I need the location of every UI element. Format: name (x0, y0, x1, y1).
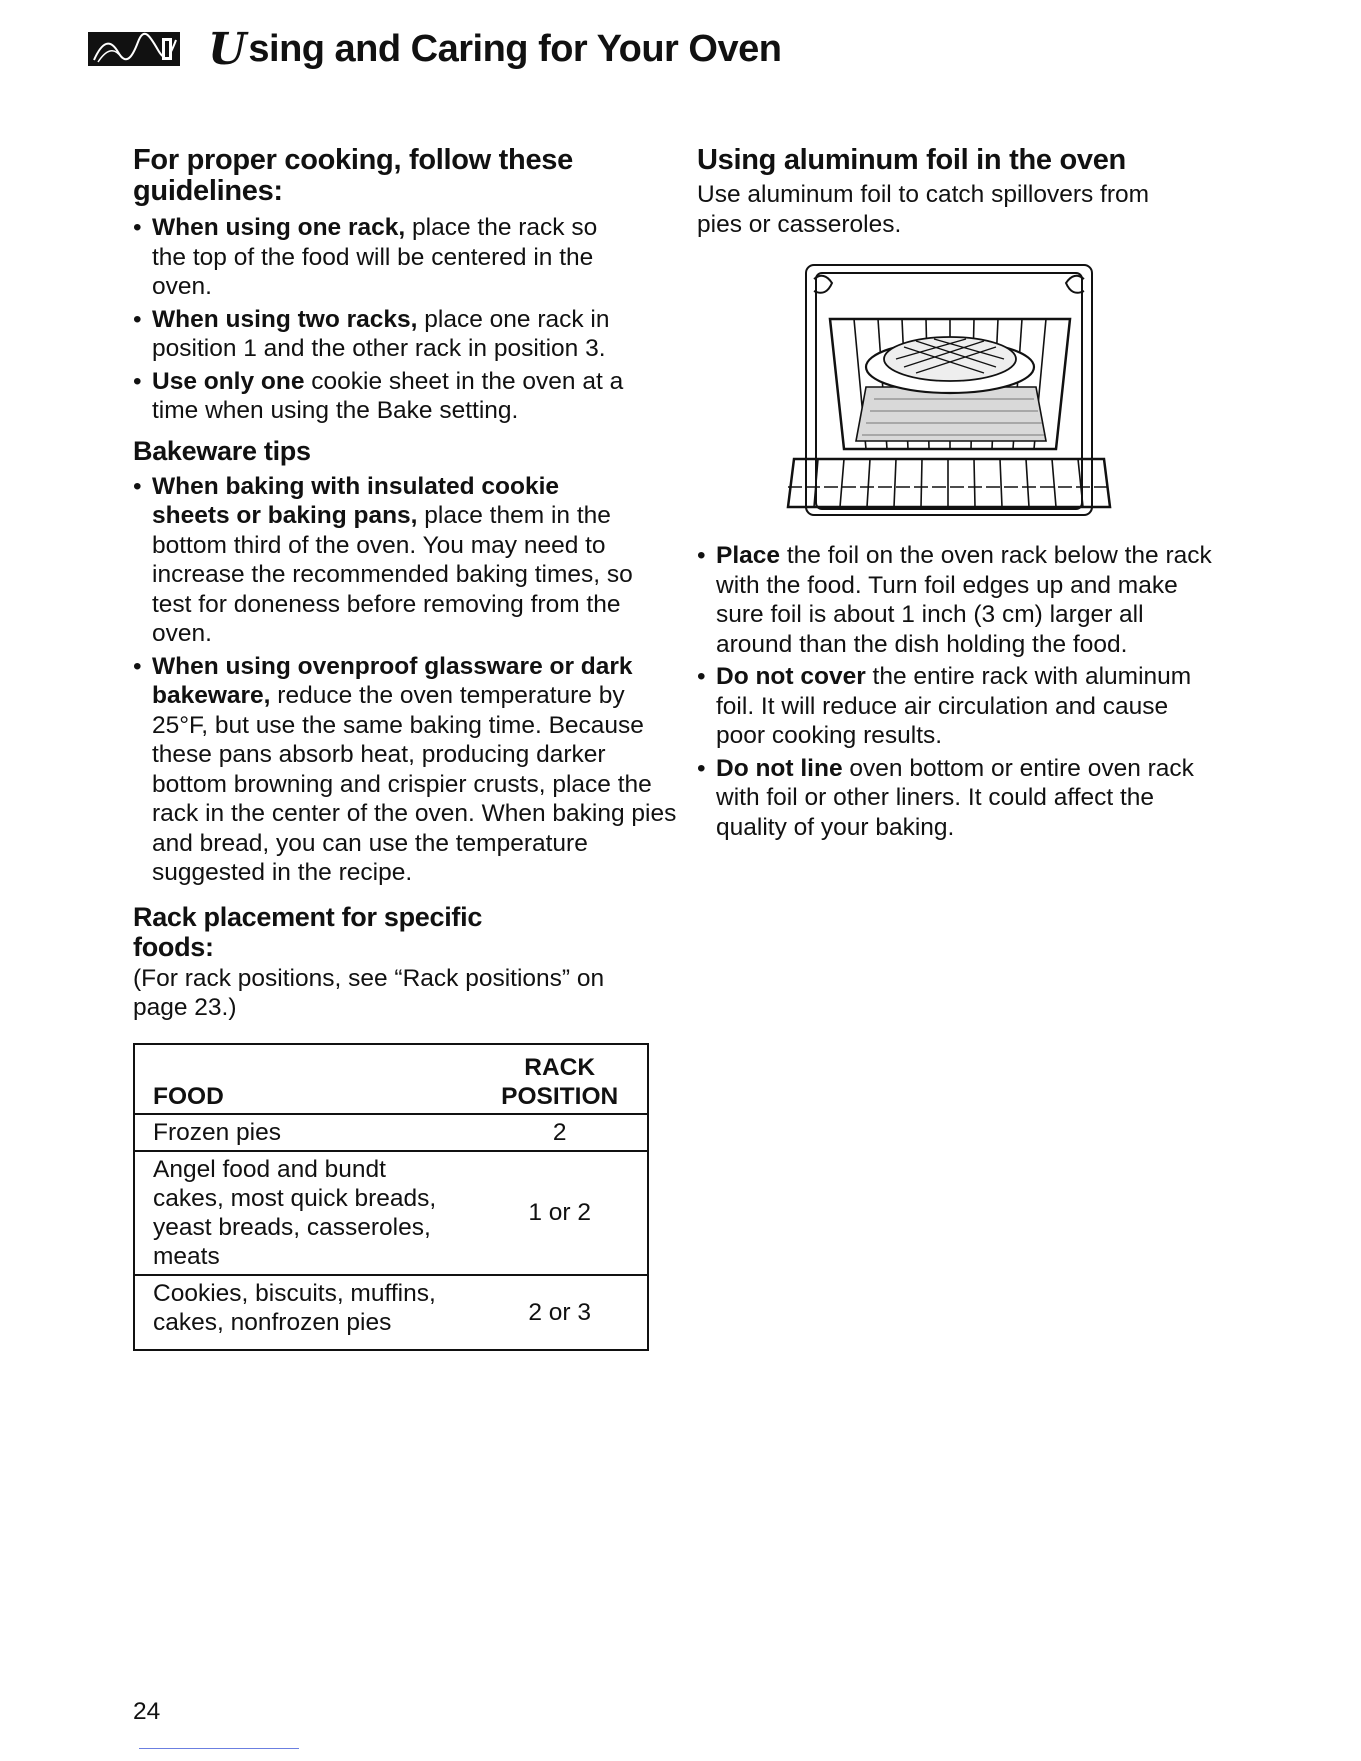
foil-intro: Use aluminum foil to catch spillovers from pies or casseroles. (697, 181, 1150, 238)
foil-item (697, 754, 1206, 843)
guideline-item (133, 367, 642, 426)
guideline-item-lead: When using one rack, (152, 214, 406, 241)
footer-divider (139, 1748, 299, 1749)
page-title: sing and Caring for Your Oven (248, 27, 782, 70)
guideline-item-text: place the rack so the top of the food will be centered in the oven. (152, 214, 598, 300)
foil-list (697, 541, 1237, 842)
foil-heading: Using aluminum foil in the oven (697, 144, 1126, 176)
table-row (134, 1114, 648, 1151)
guideline-item-text: place one rack in position 1 and the other rack in position 3. (152, 305, 610, 362)
rack-placement-note: (For rack positions, see “Rack positions” on page 23.) (133, 964, 605, 1021)
bakeware-heading: Bakeware tips (133, 435, 311, 466)
column-header-rack-line1: RACK (524, 1053, 596, 1081)
column-header-food: FOOD (153, 1082, 224, 1110)
foil-item-text: the entire rack with aluminum foil. It will reduce air circulation and cause poor cooking results. (716, 663, 1192, 749)
bakeware-list (133, 472, 677, 888)
position-cell: 2 (552, 1118, 567, 1146)
bakeware-item-lead: When baking with insulated cookie sheets or baking pans, (152, 472, 560, 529)
foil-item-lead: Place (716, 542, 781, 569)
table-header-row (134, 1044, 648, 1114)
guidelines-list (133, 213, 673, 426)
bakeware-item-text: place them in the bottom third of the oven. You may need to increase the recommended baking times, so test for doneness before removing from the oven. (152, 502, 633, 647)
rack-position-table (133, 1043, 649, 1351)
guidelines-heading: For proper cooking, follow these guidelines: (133, 144, 573, 207)
guideline-item-text: cookie sheet in the oven at a time when using the Bake setting. (152, 367, 624, 424)
bakeware-item (133, 472, 642, 649)
foil-item-lead: Do not line (716, 754, 843, 782)
position-cell: 2 or 3 (528, 1298, 591, 1326)
guideline-item (133, 305, 642, 364)
table-row (134, 1151, 648, 1275)
foil-item-lead: Do not cover (716, 663, 866, 690)
page-title-initial: U (208, 23, 247, 75)
guideline-item-lead: Use only one (152, 367, 305, 395)
page-header (88, 14, 781, 84)
table-row (134, 1275, 648, 1350)
position-cell: 1 or 2 (528, 1199, 591, 1226)
left-column (133, 144, 677, 1351)
foil-item-text: oven bottom or entire oven rack with foil or other liners. It could affect the quality of your baking. (716, 754, 1194, 841)
oven-rack-foil-illustration (774, 259, 1124, 529)
foil-item (697, 541, 1226, 659)
bakeware-item (133, 652, 682, 888)
brand-logo-icon (88, 32, 180, 66)
column-header-rack-line2: POSITION (501, 1082, 619, 1110)
foil-item (697, 662, 1206, 751)
food-cell: Cookies, biscuits, muffins, cakes, nonfrozen pies (153, 1279, 436, 1336)
bakeware-item-text: reduce the oven temperature by 25°F, but use the same baking time. Because these pans absorb heat, producing darker bottom browning and crispier crusts, place the rack in the center of the oven. When baking pies and bread, you can use the temperature suggested in the recipe. (152, 682, 677, 886)
food-cell: Frozen pies (153, 1118, 282, 1146)
column-header-rack-position (472, 1044, 648, 1114)
bakeware-item-lead: When using ovenproof glassware or dark bakeware, (152, 652, 633, 709)
right-column (697, 145, 1237, 842)
food-cell: Angel food and bundt cakes, most quick breads, yeast breads, casseroles, meats (153, 1155, 437, 1270)
rack-placement-heading: Rack placement for specific foods: (133, 901, 483, 962)
guideline-item-lead: When using two racks, (152, 305, 418, 333)
foil-item-text: the foil on the oven rack below the rack with the food. Turn foil edges up and make sure foil is about 1 inch (3 cm) larger all around than the dish holding the food. (716, 542, 1212, 658)
guideline-item (133, 213, 622, 302)
page-number: 24 (133, 1698, 161, 1725)
